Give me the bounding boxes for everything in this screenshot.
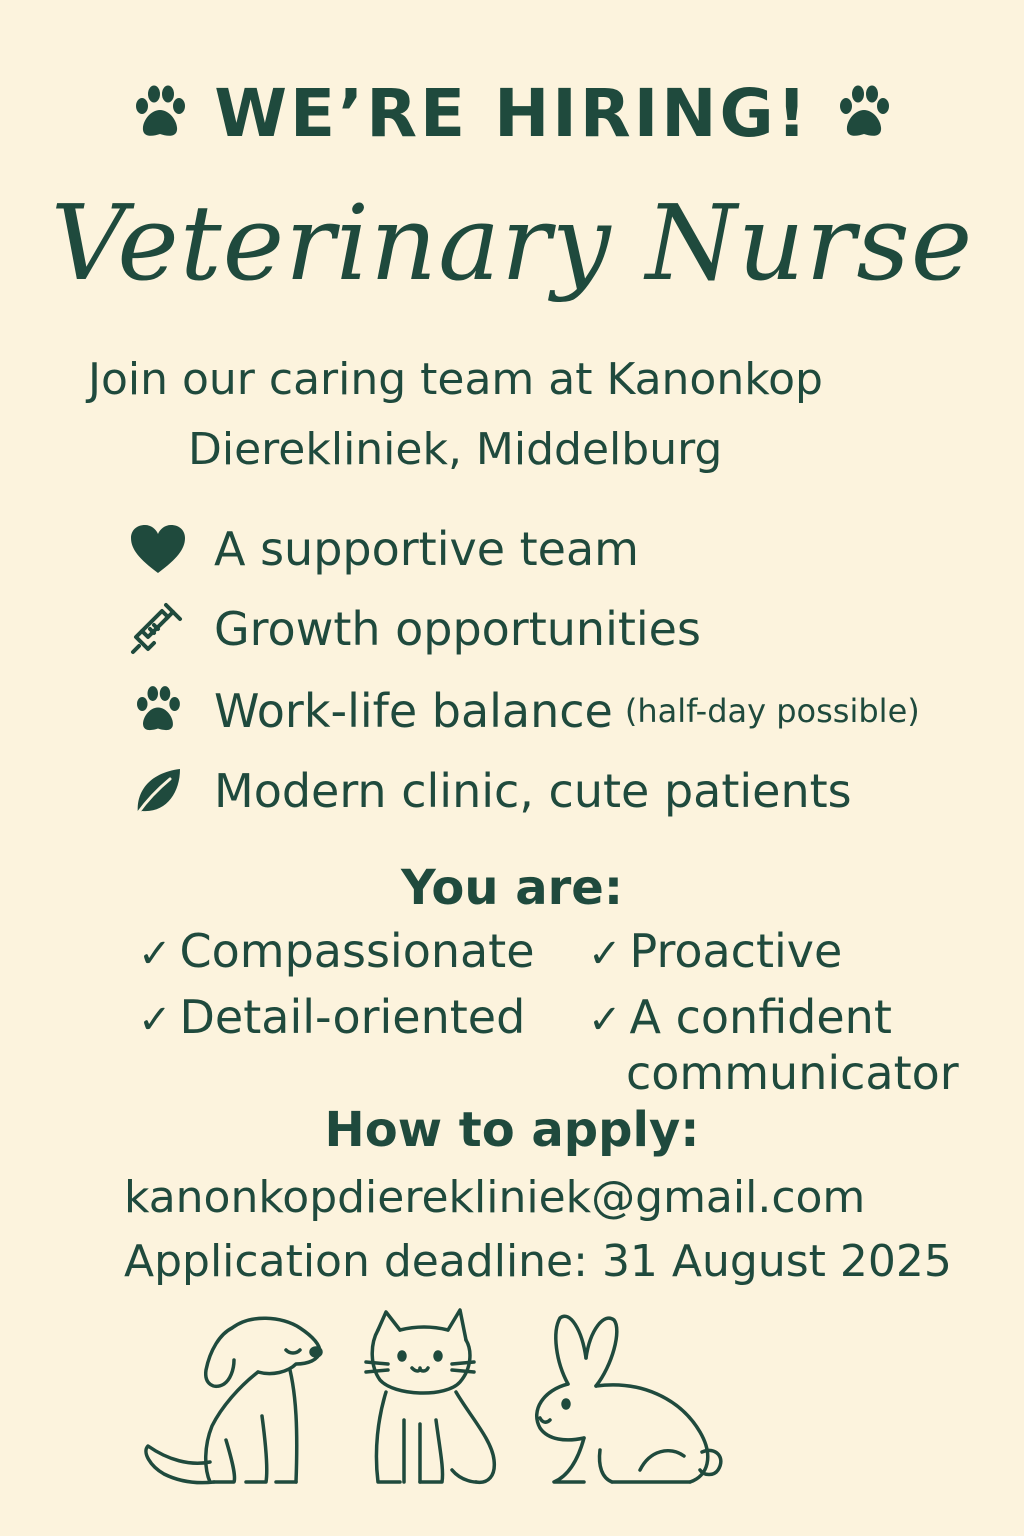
intro-line-1: Join our caring team at Kanonkop [88, 354, 823, 405]
check-icon: ✓ [138, 997, 172, 1043]
paw-icon [832, 82, 896, 146]
application-deadline: Application deadline: 31 August 2025 [124, 1236, 952, 1287]
job-title: Veterinary Nurse [50, 182, 974, 304]
trait-item [588, 990, 892, 1045]
rabbit-illustration [537, 1316, 721, 1482]
check-icon: ✓ [138, 931, 172, 977]
email-link[interactable]: kanonkopdierekliniek@gmail.com [124, 1172, 866, 1223]
benefit-text: Growth opportunities [214, 602, 701, 656]
benefit-item [128, 756, 852, 826]
benefit-note: (half-day possible) [624, 692, 920, 730]
benefit-text: Modern clinic, cute patients [214, 764, 852, 818]
cat-illustration [366, 1310, 494, 1482]
check-icon: ✓ [588, 931, 622, 977]
dog-illustration [146, 1318, 321, 1482]
trait-text: Compassionate [179, 924, 535, 978]
check-icon: ✓ [588, 997, 622, 1043]
trait-text: Detail-oriented [179, 990, 526, 1044]
you-are-heading: You are: [400, 860, 624, 916]
benefit-item [128, 514, 639, 584]
heart-icon [128, 519, 188, 579]
trait-text: communicator [626, 1046, 959, 1100]
headline [0, 72, 1024, 156]
benefit-text: Work-life balance [214, 684, 613, 738]
hiring-heading: WE’RE HIRING! [214, 75, 810, 152]
benefit-item [128, 676, 920, 746]
apply-heading: How to apply: [324, 1102, 700, 1158]
paw-icon [128, 681, 188, 741]
intro-line-2: Dierekliniek, Middelburg [188, 424, 723, 475]
trait-text: A confident [629, 990, 892, 1044]
syringe-icon [128, 599, 188, 659]
benefit-text: A supportive team [214, 522, 639, 576]
trait-item [588, 924, 842, 979]
benefit-item [128, 594, 701, 664]
trait-text: Proactive [629, 924, 843, 978]
paw-icon [128, 82, 192, 146]
animal-illustrations [0, 1300, 1024, 1510]
trait-item [138, 924, 535, 979]
trait-item [138, 990, 525, 1045]
leaf-icon [128, 761, 188, 821]
